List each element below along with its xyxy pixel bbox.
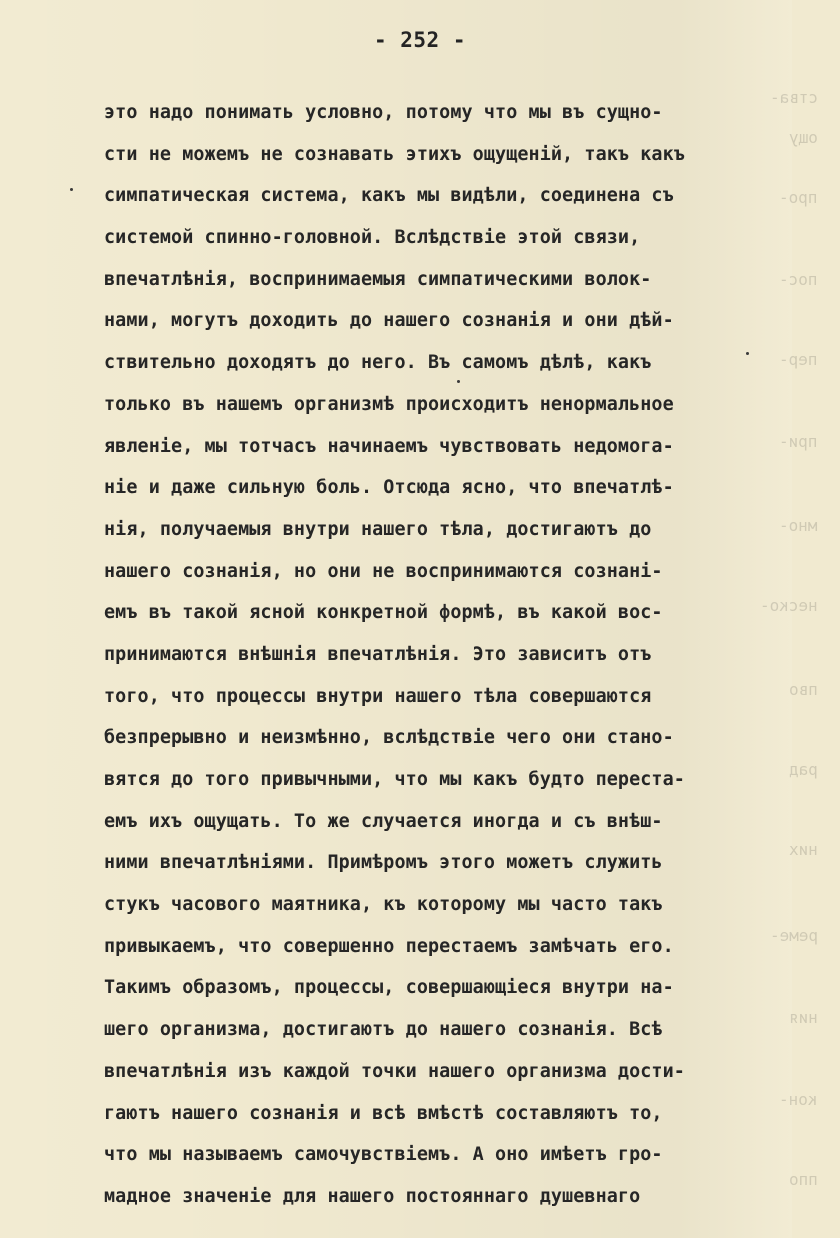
text-line: гаютъ нашего сознанія и всѣ вмѣстѣ составляютъ то, <box>104 1102 663 1124</box>
text-line: мадное значеніе для нашего постояннаго душевнаго <box>104 1185 641 1207</box>
text-line: что мы называемъ самочувствіемъ. А оно имѣетъ гро- <box>104 1144 663 1166</box>
text-line: сти не можемъ не сознавать этихъ ощущеній, такъ какъ <box>104 143 685 165</box>
text-line: привыкаемъ, что совершенно перестаемъ замѣчать его. <box>104 935 674 957</box>
text-line: того, что процессы внутри нашего тѣла совершаются <box>104 685 652 707</box>
ink-speck <box>746 352 749 355</box>
page-number: - 252 - <box>373 28 466 52</box>
ink-speck <box>457 380 460 383</box>
text-line: Такимъ образомъ, процессы, совершающіеся внутри на- <box>104 977 674 999</box>
text-line: нашего сознанія, но они не воспринимаются сознані- <box>104 560 663 582</box>
text-line: системой спинно-головной. Вслѣдствіе этой связи, <box>104 227 641 249</box>
text-line: симпатическая система, какъ мы видѣли, соединена съ <box>104 185 674 207</box>
text-line: емъ ихъ ощущать. То же случается иногда и съ внѣш- <box>104 810 663 832</box>
text-line: впечатлѣнія изъ каждой точки нашего организма дости- <box>104 1060 685 1082</box>
text-line: вятся до того привычными, что мы какъ будто переста- <box>104 769 685 790</box>
text-line: шего организма, достигаютъ до нашего сознанія. Всѣ <box>104 1019 663 1041</box>
show-through-texture: ства- ощу про- пос- пер- при- мно- неско- пво рад них реме- ния кон- ппо <box>760 88 818 1189</box>
body-text <box>104 92 754 1218</box>
text-line: безпрерывно и неизмѣнно, вслѣдствіе чего они стано- <box>104 727 674 749</box>
text-line: ствительно доходятъ до него. Въ самомъ дѣлѣ, какъ <box>104 352 652 374</box>
text-line: принимаются внѣшнія впечатлѣнія. Это зависитъ отъ <box>104 643 652 665</box>
text-line: явленіе, мы тотчасъ начинаемъ чувствовать недомога- <box>104 435 674 457</box>
text-line: ніе и даже сильную боль. Отсюда ясно, что впечатлѣ- <box>104 477 674 499</box>
text-line: впечатлѣнія, воспринимаемыя симпатическими волок- <box>104 268 652 290</box>
text-line: стукъ часового маятника, къ которому мы часто такъ <box>104 894 663 916</box>
ink-speck <box>70 188 73 191</box>
text-line: только въ нашемъ организмѣ происходитъ ненормальное <box>104 393 674 415</box>
text-line: ними впечатлѣніями. Примѣромъ этого можетъ служить <box>104 852 663 874</box>
text-line: это надо понимать условно, потому что мы въ сущно- <box>104 102 663 123</box>
text-line: емъ въ такой ясной конкретной формѣ, въ какой вос- <box>104 602 663 624</box>
text-line: нія, получаемыя внутри нашего тѣла, достигаютъ до <box>104 518 652 540</box>
text-line: нами, могутъ доходить до нашего сознанія и они дѣй- <box>104 310 674 332</box>
